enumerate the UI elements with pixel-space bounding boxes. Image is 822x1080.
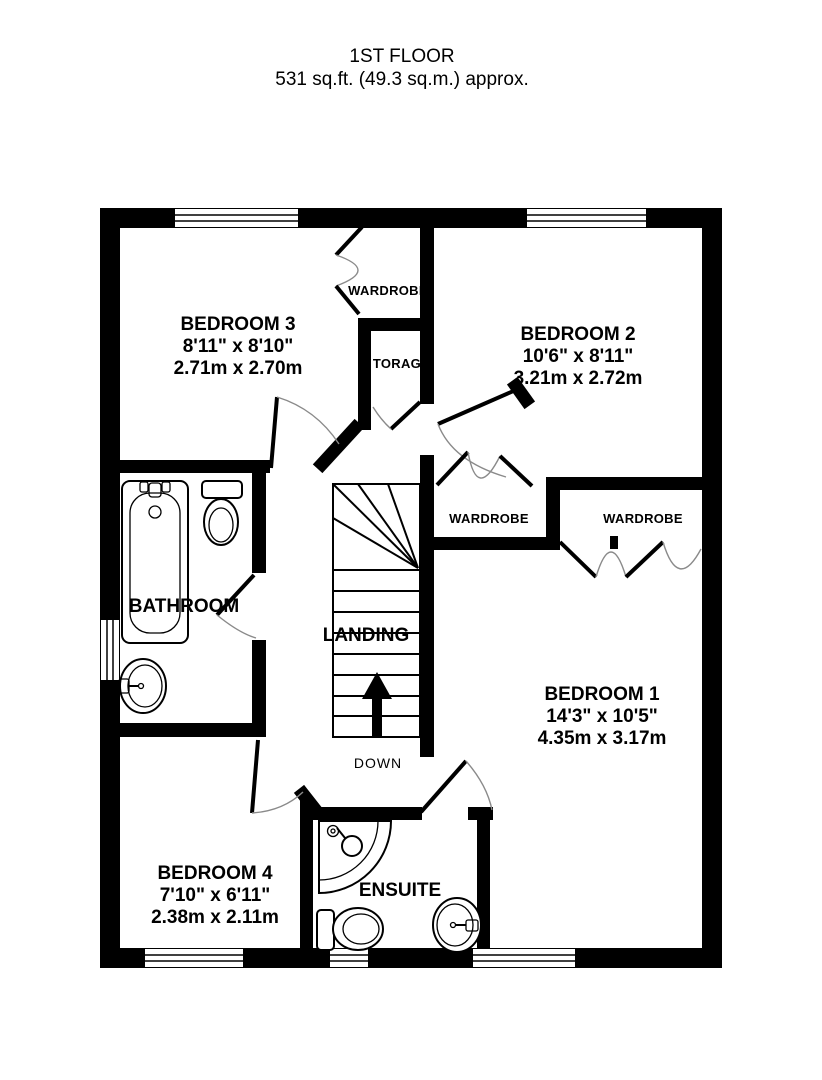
wall-storage-left <box>358 318 371 430</box>
bedroom3-name: BEDROOM 3 <box>180 314 296 335</box>
wardrobe-top-label: WARDROBE <box>348 283 428 298</box>
bathroom-label: BATHROOM <box>128 596 240 617</box>
bedroom4-label <box>151 863 279 928</box>
title-line2: 531 sq.ft. (49.3 sq.m.) approx. <box>275 69 529 90</box>
ensuite-label: ENSUITE <box>358 880 442 901</box>
sink-bathroom <box>119 659 166 713</box>
bedroom2-size-imperial: 10'6" x 8'11" <box>522 346 634 367</box>
bedroom3-size-imperial: 8'11" x 8'10" <box>182 336 294 357</box>
wall-landing-right <box>420 455 434 757</box>
bedroom4-name: BEDROOM 4 <box>157 863 273 884</box>
bedroom2-name: BEDROOM 2 <box>520 324 636 345</box>
bedroom1-size-imperial: 14'3" x 10'5" <box>546 706 658 727</box>
wall-bathroom-right-lower <box>252 640 266 737</box>
wall-jamb-wardrobe-right <box>610 536 618 549</box>
bedroom1-size-metric: 4.35m x 3.17m <box>537 728 667 749</box>
wall-bathroom-bottom <box>100 723 260 737</box>
window-top-right <box>527 209 646 227</box>
window-bottom-left <box>145 949 243 967</box>
landing-label: LANDING <box>322 625 410 646</box>
wall-left <box>100 208 120 968</box>
window-top-left <box>175 209 298 227</box>
sink-ensuite <box>433 898 481 952</box>
window-bottom-middle <box>330 949 368 967</box>
bedroom4-size-metric: 2.38m x 2.11m <box>151 907 279 928</box>
wardrobe-left-label: WARDROBE <box>449 511 529 526</box>
bedroom1-name: BEDROOM 1 <box>544 684 660 705</box>
wall-bedroom2-left <box>420 228 434 404</box>
toilet-ensuite <box>317 908 383 950</box>
stairs-down-label: DOWN <box>353 755 403 771</box>
bedroom1-label <box>538 684 667 749</box>
bedroom3-size-metric: 2.71m x 2.70m <box>173 358 303 379</box>
wall-bedroom3-bottom <box>100 460 270 473</box>
bedroom3-label <box>174 314 303 379</box>
title-line1: 1ST FLOOR <box>349 46 455 67</box>
wall-bedroom4-right <box>300 798 313 948</box>
bathtub <box>122 481 188 643</box>
bedroom2-size-metric: 3.21m x 2.72m <box>513 368 643 389</box>
bedroom2-label <box>514 324 643 389</box>
wall-wardrobe-right-top <box>546 477 722 490</box>
bedroom4-size-imperial: 7'10" x 6'11" <box>159 885 271 906</box>
wall-wardrobe-left-bottom <box>420 537 560 550</box>
window-left-bathroom <box>101 620 119 680</box>
wall-diagonal-bedroom4-corner <box>303 794 314 808</box>
wardrobe-right-label: WARDROBE <box>603 511 683 526</box>
storage-label: TORAG <box>372 356 422 371</box>
wall-right <box>702 208 722 968</box>
wall-wardrobe-left-right <box>546 483 560 550</box>
wall-bathroom-right-upper <box>252 473 266 573</box>
window-bottom-right <box>473 949 575 967</box>
staircase <box>333 484 420 737</box>
